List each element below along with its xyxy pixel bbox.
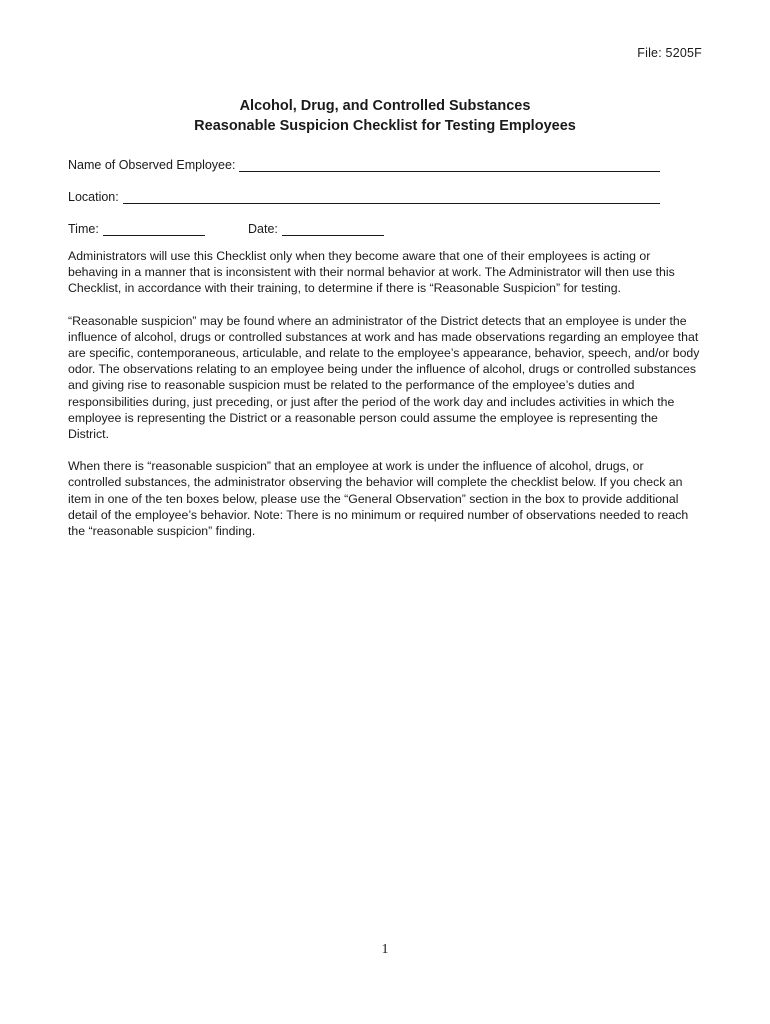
location-label: Location: <box>68 190 119 204</box>
title-line-2: Reasonable Suspicion Checklist for Testing Employees <box>194 118 576 134</box>
time-label: Time: <box>68 222 99 236</box>
form-fields <box>68 152 660 236</box>
time-group <box>68 221 248 236</box>
document-title <box>0 96 770 136</box>
paragraph-reasonable-suspicion: “Reasonable suspicion” may be found where an administrator of the District detects that an employee is under the influence of alcohol, drugs or controlled substances at work and has made observations regarding an employee that are specific, contemporaneous, articulable, and relate to the employee’s appearance, behavior, speech, and/or body odor. The observations relating to an employee being under the influence of alcohol, drugs or controlled substances and giving rise to reasonable suspicion must be related to the performance of the employee’s duties and responsibilities during, just preceding, or just after the period of the work day and includes activities in which the employee is representing the District or a reasonable person could assume the employee is representing the District. <box>68 313 700 442</box>
date-group <box>248 221 384 236</box>
instructions-body <box>68 248 700 555</box>
location-row <box>68 184 660 204</box>
file-reference: File: 5205F <box>637 46 702 60</box>
paragraph-checklist-instructions: When there is “reasonable suspicion” that an employee at work is under the influence of alcohol, drugs, or controlled substances, the administrator observing the behavior will complete the checklist below. If you check an item in one of the ten boxes below, please use the “General Observation” section in the box to provide additional detail of the employee’s behavior. Note: There is no minimum or required number of observations needed to reach the “reasonable suspicion” finding. <box>68 459 689 539</box>
title-line-1: Alcohol, Drug, and Controlled Substances <box>239 98 531 114</box>
employee-name-label: Name of Observed Employee: <box>68 158 236 172</box>
date-label: Date: <box>248 222 278 236</box>
time-field[interactable] <box>103 221 205 236</box>
time-date-row <box>68 216 660 236</box>
employee-name-row <box>68 152 660 172</box>
paragraph-administrators: Administrators will use this Checklist only when they become aware that one of their employees is acting or behaving in a manner that is inconsistent with their normal behavior at work. The Administrator will then use this Checklist, in accordance with their training, to determine if there is “Reasonable Suspicion” for testing. <box>68 249 675 296</box>
page-number: 1 <box>381 942 389 957</box>
location-field[interactable] <box>123 189 660 204</box>
employee-name-field[interactable] <box>239 157 660 172</box>
date-field[interactable] <box>282 221 384 236</box>
